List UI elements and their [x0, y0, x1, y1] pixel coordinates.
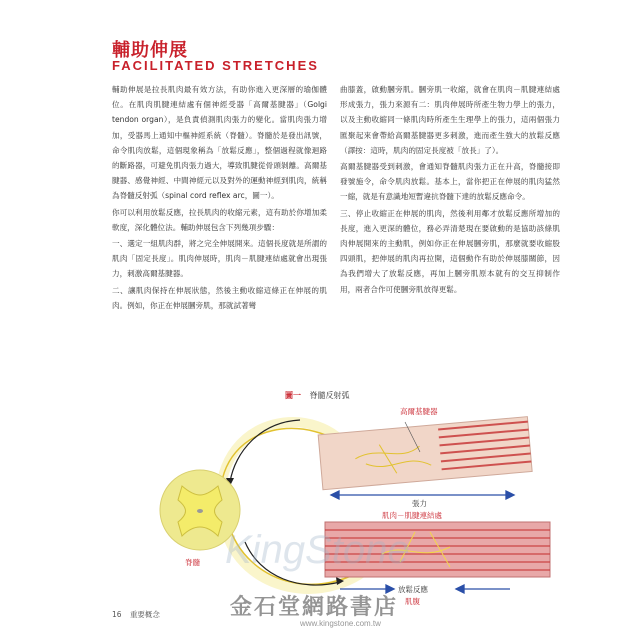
page-footer [112, 609, 160, 620]
footer-section: 重要概念 [129, 610, 160, 619]
watermark-brand-latin: KingStone [225, 528, 410, 572]
right-text-column [340, 82, 560, 298]
paragraph: 二、讓肌肉保持在伸展狀態，然後主動收縮這條正在伸展的肌肉。例如，你正在伸展膕旁肌，那就試著彎 [112, 285, 327, 310]
paragraph: 你可以利用放鬆反應，拉長肌肉的收縮元素，這有助於你增加柔軟度，深化體位法。輔助伸展包含下列幾項步驟： [112, 207, 327, 232]
section-title-english: FACILITATED STRETCHES [112, 58, 319, 73]
paragraph: 輔助伸展是拉長肌肉最有效方法，有助你進入更深層的瑜伽體位。在肌肉肌腱連結處有個神經受器「高爾基腱器」（Golgi tendon organ），是負責偵測肌肉張力的變化。當肌肉張力增加，受器馬上通知中樞神經系統（脊髓）。脊髓於是發出訊號，命令肌肉放鬆，這個現象稱為「放鬆反應」，整個過程就像迴路的斷路器，可避免肌肉張力過大，導致肌腱從骨頭剝離。高爾基腱器、感覺神經、中間神經元以及對外的運動神經到肌肉，統稱為脊髓反射弧（spinal cord reflex arc，圖一）。 [112, 85, 327, 201]
paragraph: 高爾基腱器受到刺激，會通知脊髓肌肉張力正在升高，脊髓接即發號施令，命令肌肉放鬆。基本上，當你把正在伸展的肌肉猛然一縮，就是有意識地短暫違抗脊髓下達的放鬆反應命令。 [340, 162, 560, 202]
reflex-arc-figure [150, 382, 570, 622]
paragraph: 三、停止收縮正在伸展的肌肉，然後利用鄰才放鬆反應所增加的長度，進入更深的體位，務必弄清楚現在要啟動的是協助該條肌肉伸展開來的主動肌，例如你正在伸展膕旁肌，那麼就要收縮股四頭肌，把伸展的肌肉再拉開，這個動作有助於伸展膝關節，因為我們增大了放鬆反應，再加上膕旁肌原本就有的交互抑制作用，兩者合作可使膕旁肌放得更鬆。 [340, 208, 560, 294]
tension-label: 張力 [412, 499, 427, 508]
muscle-tendon-junction-illustration [318, 417, 532, 490]
figure-number: 圖一 [285, 391, 301, 400]
muscle-belly-label: 肌腹 [405, 597, 420, 606]
watermark-brand: 金石堂網路書店 [230, 594, 399, 620]
muscle-tendon-junction-label: 肌肉－肌腱連結處 [382, 511, 442, 520]
section-title: 輔助伸展 [112, 40, 188, 61]
paragraph: 曲膝蓋，啟動膕旁肌。膕旁肌一收縮，就會在肌肉－肌腱連結處形成張力，張力來源有二：肌肉伸展時所產生物力學上的張力，以及主動收縮同一條肌肉時所產生生理學上的張力，這兩個張力匯聚起來會帶給高爾基腱器更多刺激，進而產生強大的放鬆反應（譯按：這時，肌肉的固定長度被「放長」了）。 [340, 85, 560, 155]
spinal-cord-label: 脊髓 [185, 558, 200, 567]
relax-response-label: 放鬆反應 [398, 585, 428, 594]
watermark-url: www.kingstone.com.tw [300, 619, 381, 628]
golgi-tendon-organ-label: 高爾基腱器 [400, 407, 438, 416]
paragraph: 一、選定一組肌肉群，將之完全伸展開來。這個長度就是所謂的肌肉「固定長度」。肌肉伸展時，肌肉－肌腱連結處就會出現張力，刺激高爾基腱器。 [112, 239, 327, 279]
reflex-arc-illustration [150, 382, 570, 622]
left-text-column [112, 82, 327, 314]
figure-caption: 脊髓反射弧 [309, 391, 350, 400]
page-number: 16 [112, 610, 122, 619]
